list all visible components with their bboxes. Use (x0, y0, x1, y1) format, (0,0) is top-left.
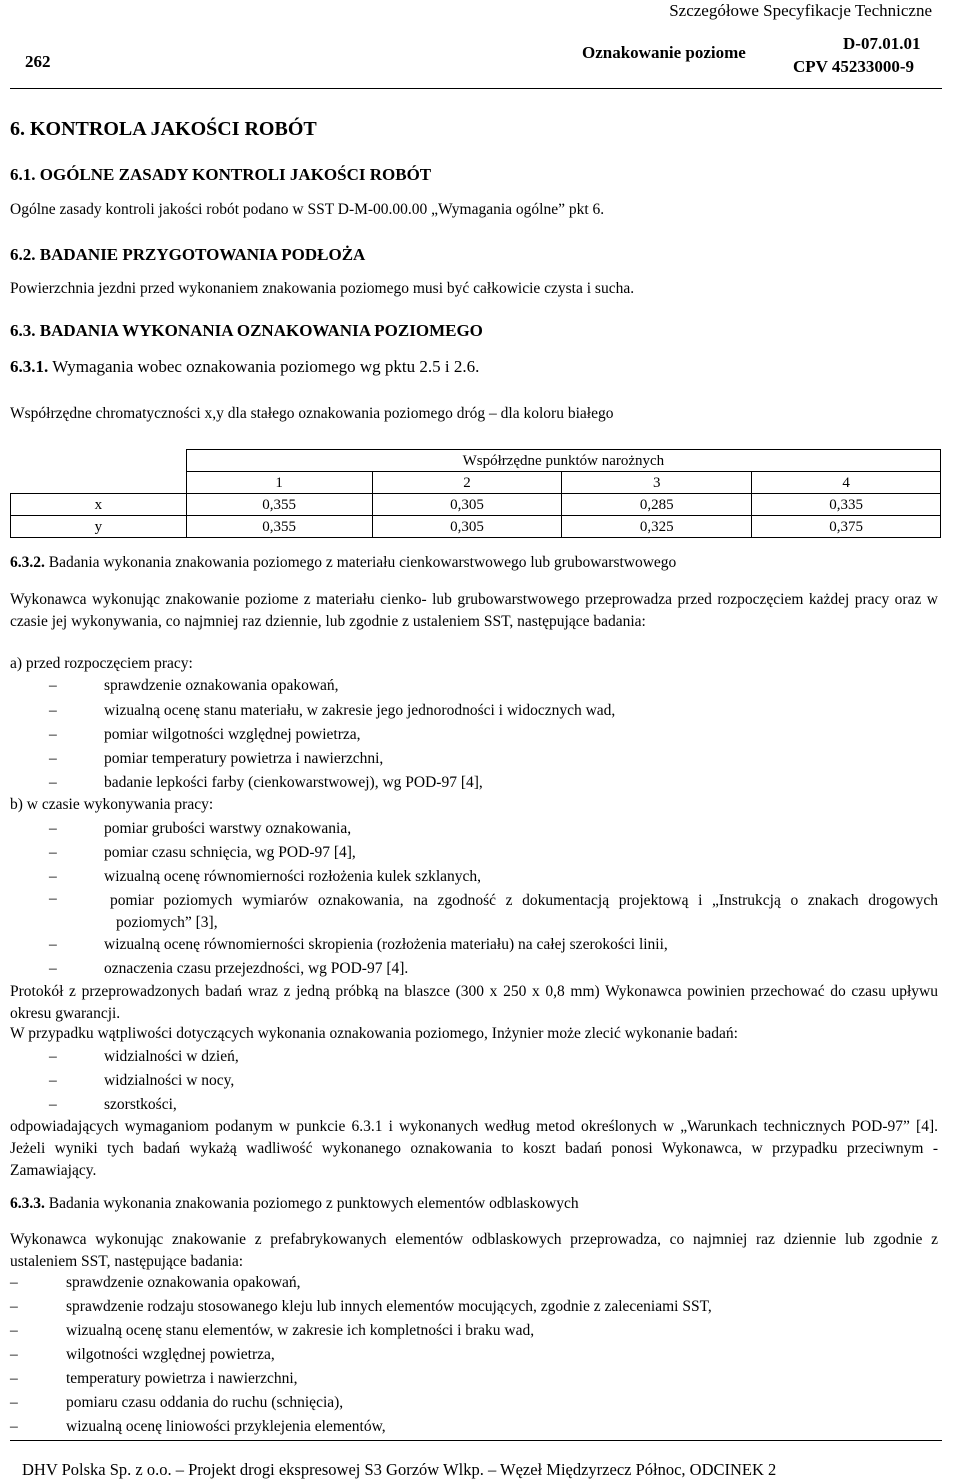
table-cell: 0,335 (752, 494, 941, 516)
table-cell: 0,325 (562, 516, 752, 538)
list-item: – wizualną ocenę równomierności skropienia (rozłożenia materiału) na całej szerokości linii, (49, 936, 668, 953)
heading-6-3-2-number: 6.3.2. (10, 554, 45, 571)
heading-6-3-1-number: 6.3.1. (10, 357, 49, 376)
table-corner (11, 450, 187, 472)
table-cell: 0,305 (372, 494, 562, 516)
list-item: – sprawdzenie oznakowania opakowań, (49, 677, 339, 694)
table-cell: 0,375 (752, 516, 941, 538)
page-number: 262 (25, 52, 51, 71)
paragraph-odpowiadajacych: odpowiadających wymaganiom podanym w punkcie 6.3.1 i wykonanych według metod określonych w „Warunkach technicznych POD-97” [4]. Jeżeli wyniki tych badań wykażą wadliwość wykonanego oznakowania to koszt badań ponosi Wykonawca, w przypadku przeciwnym - Zamawiający. (10, 1118, 938, 1179)
section-title: Oznakowanie poziome (582, 43, 746, 62)
heading-6-3-2-text: Badania wykonania znakowania poziomego z materiału cienkowarstwowego lub grubowarstwowego (44, 554, 677, 571)
heading-6-3: 6.3. BADANIA WYKONANIA OZNAKOWANIA POZIOMEGO (10, 321, 483, 340)
table-row (11, 516, 941, 538)
header-divider (10, 88, 942, 89)
paragraph-6-3-3: Wykonawca wykonując znakowanie z prefabrykowanych elementów odblaskowych przeprowadza, co najmniej raz dziennie lub zgodnie z ustaleniem SST, następujące badania: (10, 1231, 938, 1270)
list-item: – widzialności w dzień, (49, 1048, 239, 1065)
list-item: – temperatury powietrza i nawierzchni, (10, 1370, 298, 1387)
list-item: – pomiaru czasu oddania do ruchu (schnięcia), (10, 1394, 344, 1411)
list-item: – wilgotności względnej powietrza, (10, 1346, 275, 1363)
list-item: – pomiar wilgotności względnej powietrza, (49, 726, 361, 743)
table-group-header: Współrzędne punktów narożnych (186, 450, 940, 472)
list-item: – widzialności w nocy, (49, 1072, 235, 1089)
table-cell: 0,355 (186, 516, 372, 538)
spec-code: D-07.01.01 (843, 34, 921, 53)
list-a-label: a) przed rozpoczęciem pracy: (10, 655, 193, 672)
list-item: – szorstkości, (49, 1096, 177, 1113)
table-group-header-row (11, 450, 941, 472)
paragraph-watpliwosc: W przypadku wątpliwości dotyczących wykonania oznakowania poziomego, Inżynier może zlecić wykonanie badań: (10, 1025, 738, 1042)
chromaticity-caption: Współrzędne chromatyczności x,y dla stałego oznakowania poziomego dróg – dla koloru białego (10, 405, 614, 422)
table-row-label: x (11, 494, 187, 516)
heading-6-3-3 (10, 1195, 579, 1213)
table-row-label: y (11, 516, 187, 538)
heading-6-1: 6.1. OGÓLNE ZASADY KONTROLI JAKOŚCI ROBÓT (10, 165, 432, 184)
table-row (11, 494, 941, 516)
list-item: – oznaczenia czasu przejezdności, wg POD-97 [4]. (49, 960, 409, 977)
paragraph-6-3-2: Wykonawca wykonując znakowanie poziome z materiału cienko- lub grubowarstwowego przeprowadza przed rozpoczęciem każdej pracy oraz w czasie jej wykonywania, co najmniej raz dziennie, lub zgodnie z ustaleniem SST, następujące badania: (10, 591, 938, 630)
list-item: – badanie lepkości farby (cienkowarstwowej), wg POD-97 [4], (49, 774, 483, 791)
table-col-header: 1 (186, 472, 372, 494)
footer-divider (10, 1440, 942, 1441)
heading-6-3-1 (10, 357, 479, 377)
table-cell: 0,355 (186, 494, 372, 516)
list-item: – sprawdzenie oznakowania opakowań, (10, 1274, 301, 1291)
list-b-label: b) w czasie wykonywania pracy: (10, 796, 214, 813)
chromaticity-table (10, 449, 941, 538)
table-column-header-row (11, 472, 941, 494)
paragraph-6-2: Powierzchnia jezdni przed wykonaniem znakowania poziomego musi być całkowicie czysta i sucha. (10, 280, 635, 297)
spec-title: Szczegółowe Specyfikacje Techniczne (669, 1, 932, 20)
paragraph-protokol: Protokół z przeprowadzonych badań wraz z jedną próbką na blaszce (300 x 250 x 0,8 mm) Wykonawca powinien przechować do czasu upływu okresu gwarancji. (10, 983, 938, 1022)
heading-6-2: 6.2. BADANIE PRZYGOTOWANIA PODŁOŻA (10, 245, 366, 264)
footer-text: DHV Polska Sp. z o.o. – Projekt drogi ekspresowej S3 Gorzów Wlkp. – Węzeł Międzyrzecz Północ, ODCINEK 2 (22, 1460, 777, 1479)
heading-6-3-2 (10, 554, 676, 572)
list-item: – pomiar grubości warstwy oznakowania, (49, 820, 352, 837)
table-cell: 0,285 (562, 494, 752, 516)
table-col-header: 2 (372, 472, 562, 494)
list-item: – wizualną ocenę stanu materiału, w zakresie jego jednorodności i widocznych wad, (49, 702, 616, 719)
list-item: – pomiar czasu schnięcia, wg POD-97 [4], (49, 844, 356, 861)
paragraph-6-1: Ogólne zasady kontroli jakości robót podano w SST D-M-00.00.00 „Wymagania ogólne” pkt 6. (10, 201, 605, 218)
heading-6: 6. KONTROLA JAKOŚCI ROBÓT (10, 118, 317, 140)
heading-6-3-1-text: Wymagania wobec oznakowania poziomego wg pktu 2.5 i 2.6. (48, 357, 480, 376)
list-item: – sprawdzenie rodzaju stosowanego kleju lub innych elementów mocujących, zgodnie z zaleceniami SST, (10, 1298, 712, 1315)
heading-6-3-3-text: Badania wykonania znakowania poziomego z punktowych elementów odblaskowych (44, 1195, 579, 1212)
heading-6-3-3-number: 6.3.3. (10, 1195, 45, 1212)
table-col-header: 3 (562, 472, 752, 494)
list-item: – pomiar temperatury powietrza i nawierzchni, (49, 750, 384, 767)
list-item: – wizualną ocenę stanu elementów, w zakresie ich kompletności i braku wad, (10, 1322, 535, 1339)
list-item: – wizualną ocenę liniowości przyklejenia elementów, (10, 1418, 386, 1435)
table-corner (11, 472, 187, 494)
table-cell: 0,305 (372, 516, 562, 538)
list-item: – pomiar poziomych wymiarów oznakowania, na zgodność z dokumentacją projektową i „Instrukcją o znakach drogowych poziomych” [3], (49, 890, 938, 931)
table-col-header: 4 (752, 472, 941, 494)
list-item: – wizualną ocenę równomierności rozłożenia kulek szklanych, (49, 868, 482, 885)
cpv-code: CPV 45233000-9 (793, 57, 915, 76)
